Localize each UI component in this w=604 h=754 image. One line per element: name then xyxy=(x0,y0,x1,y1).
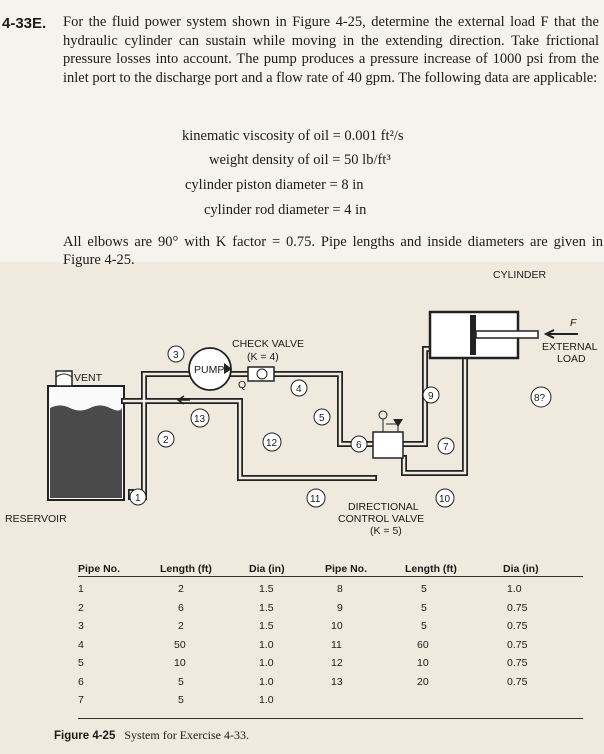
cell-length: 5 xyxy=(421,601,427,614)
cylinder-label: CYLINDER xyxy=(493,269,547,281)
reservoir-tank xyxy=(48,386,124,500)
cell-length: 10 xyxy=(417,657,429,670)
figure-caption-label: Figure 4-25 xyxy=(54,730,116,742)
table-row xyxy=(325,654,573,673)
cell-length: 2 xyxy=(178,583,184,596)
cell-dia: 1.0 xyxy=(259,694,274,707)
table-bottom-rule xyxy=(78,718,583,719)
header-length: Length (ft) xyxy=(160,563,212,575)
hydraulic-system-diagram xyxy=(0,262,604,562)
check-valve-label: CHECK VALVE xyxy=(232,338,304,350)
vent-icon xyxy=(56,371,72,386)
cell-dia: 0.75 xyxy=(507,620,528,633)
dcv-label-3: (K = 5) xyxy=(370,525,402,537)
cell-length: 5 xyxy=(421,620,427,633)
table-header-row xyxy=(78,558,319,580)
cell-pipe-no: 9 xyxy=(337,601,343,614)
check-valve-k: (K = 4) xyxy=(247,351,279,363)
header-length: Length (ft) xyxy=(405,563,457,575)
cell-dia: 0.75 xyxy=(507,638,528,651)
flow-label: Q xyxy=(238,379,247,391)
cell-dia: 0.75 xyxy=(507,601,528,614)
callout-10: 10 xyxy=(439,494,451,505)
cell-length: 10 xyxy=(174,657,186,670)
cell-pipe-no: 4 xyxy=(78,638,84,651)
cell-length: 5 xyxy=(178,694,184,707)
cell-pipe-no: 3 xyxy=(78,620,84,633)
cell-length: 60 xyxy=(417,638,429,651)
table-row xyxy=(325,599,573,618)
table-row xyxy=(78,580,319,599)
table-row xyxy=(78,654,319,673)
table-row xyxy=(325,673,573,692)
cell-dia: 1.5 xyxy=(259,601,274,614)
cell-dia: 0.75 xyxy=(507,657,528,670)
pipe-table-right xyxy=(325,558,573,691)
table-row xyxy=(78,617,319,636)
table-row xyxy=(78,636,319,655)
header-dia: Dia (in) xyxy=(503,563,539,575)
cell-pipe-no: 1 xyxy=(78,583,84,596)
table-row xyxy=(325,636,573,655)
table-row xyxy=(325,617,573,636)
cell-length: 50 xyxy=(174,638,186,651)
check-valve-icon xyxy=(248,367,274,381)
callout-9: 9 xyxy=(428,391,434,402)
callout-8: 8? xyxy=(534,393,546,404)
header-pipe-no: Pipe No. xyxy=(325,563,368,575)
figure-caption-text: System for Exercise 4-33. xyxy=(124,728,249,742)
external-load-label-2: LOAD xyxy=(557,353,586,365)
problem-number: 4-33E. xyxy=(2,15,47,32)
cell-dia: 1.0 xyxy=(259,657,274,670)
external-load-label-1: EXTERNAL xyxy=(542,341,598,353)
cell-dia: 1.0 xyxy=(259,638,274,651)
data-line-viscosity: kinematic viscosity of oil = 0.001 ft²/s xyxy=(182,128,404,144)
data-line-piston-diameter: cylinder piston diameter = 8 in xyxy=(185,177,364,193)
pump-label: PUMP xyxy=(194,364,225,376)
cell-dia: 1.0 xyxy=(507,583,522,596)
data-line-rod-diameter: cylinder rod diameter = 4 in xyxy=(204,202,367,218)
table-row xyxy=(325,580,573,599)
callout-1: 1 xyxy=(135,493,141,504)
cell-pipe-no: 12 xyxy=(331,657,343,670)
cell-pipe-no: 5 xyxy=(78,657,84,670)
callout-13: 13 xyxy=(194,414,206,425)
callout-11: 11 xyxy=(310,494,321,505)
cell-pipe-no: 6 xyxy=(78,675,84,688)
cell-dia: 0.75 xyxy=(507,675,528,688)
callout-4: 4 xyxy=(296,384,302,395)
data-line-weight-density: weight density of oil = 50 lb/ft³ xyxy=(209,152,391,168)
callout-2: 2 xyxy=(163,435,169,446)
pipe-table-left xyxy=(78,558,319,710)
elbow-note: All elbows are 90° with K factor = 0.75. Pipe lengths and inside diameters are given in Figure 4-25. xyxy=(63,234,603,268)
callout-5: 5 xyxy=(319,413,325,424)
cell-length: 6 xyxy=(178,601,184,614)
vent-label: VENT xyxy=(74,372,103,384)
cell-pipe-no: 10 xyxy=(331,620,343,633)
cell-pipe-no: 13 xyxy=(331,675,343,688)
force-label: F xyxy=(570,317,577,329)
header-pipe-no: Pipe No. xyxy=(78,563,121,575)
cell-length: 20 xyxy=(417,675,429,688)
cell-length: 5 xyxy=(178,675,184,688)
cell-dia: 1.0 xyxy=(259,675,274,688)
table-header-row xyxy=(325,558,573,580)
table-row xyxy=(78,673,319,692)
callout-7: 7 xyxy=(443,442,449,453)
cell-length: 5 xyxy=(421,583,427,596)
dcv-label-2: CONTROL VALVE xyxy=(338,513,425,525)
table-row xyxy=(78,691,319,710)
cell-dia: 1.5 xyxy=(259,620,274,633)
cell-dia: 1.5 xyxy=(259,583,274,596)
cell-pipe-no: 11 xyxy=(331,638,342,651)
cell-pipe-no: 7 xyxy=(78,694,84,707)
reservoir-label: RESERVOIR xyxy=(5,513,67,525)
figure-caption xyxy=(54,728,249,743)
cell-pipe-no: 8 xyxy=(337,583,343,596)
cell-pipe-no: 2 xyxy=(78,601,84,614)
problem-text: For the fluid power system shown in Figure 4-25, determine the external load F that the hydraulic cylinder can sustain while moving in the extending direction. Take frictional pressure losses into account. The pump produces a pressure increase of 1000 psi from the inlet port to the discharge port and a flow rate of 40 gpm. The following data are applicable: xyxy=(63,14,599,86)
callout-6: 6 xyxy=(356,440,362,451)
header-dia: Dia (in) xyxy=(249,563,285,575)
cell-length: 2 xyxy=(178,620,184,633)
directional-control-valve-icon xyxy=(373,411,403,458)
table-row xyxy=(78,599,319,618)
callout-3: 3 xyxy=(173,350,179,361)
dcv-label-1: DIRECTIONAL xyxy=(348,501,419,513)
callout-12: 12 xyxy=(266,438,278,449)
